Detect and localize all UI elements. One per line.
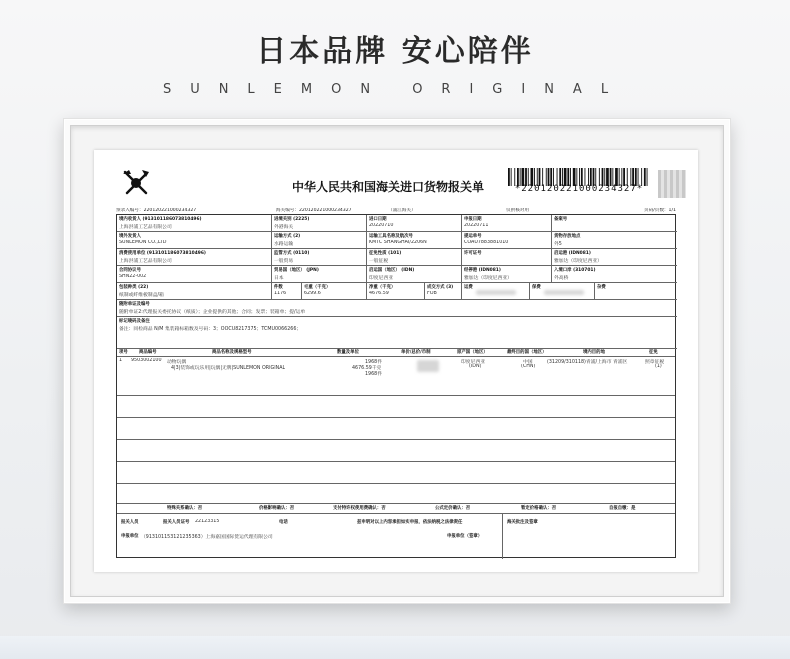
cell-domestic-consignee: 境内收货人 (913101186073810496) 上海洪浦工艺品有限公司 [117,215,272,232]
cell-transport-mode: 运输方式 (2) 水路运输 [272,232,367,249]
cell-contract-no: 合同协议号 SHN22-002 [117,266,272,283]
cell-net-weight: 净重（千克） 4676.59 [367,283,425,300]
cell-misc-fee: 杂费 [595,283,677,300]
cell-marks-remarks: 标记唛码及备注 备注：同检商品 N/M 集装箱标箱数及号码：3；OOCU8217375；TCMU0066266； [117,317,677,349]
cell-storage-location: 货物存放地点 外5 [552,232,677,249]
customs-port: （浦江海关） [388,208,416,213]
cell-bill-of-lading: 提运单号 COAU7883881010 [462,232,552,249]
cell-overseas-consignor: 境外发货人 SUNLEMON CO.,LTD [117,232,272,249]
customs-declaration-document [94,150,698,572]
cell-consumer-unit: 消费使用单位 (913101186073810496) 上海洪浦工艺品有限公司 [117,249,272,266]
cell-attached-docs: 随附单证及编号 随附单证2:代理报关委托协议（纸质）；企业提供的其他；合同；发票；装箱单；提/运单 [117,300,677,317]
cell-transit-port: 经停港 (IDN081) 雅加达（印度尼西亚） [462,266,552,283]
document-title: 中华人民共和国海关进口货物报关单 [292,180,485,194]
customs-emblem-icon [120,168,152,198]
cell-origin-country: 启运国（地区） (IDN) 印度尼西亚 [367,266,462,283]
cell-departure-port: 启运港 (IDN081) 雅加达（印度尼西亚） [552,249,677,266]
cell-entry-point: 入境口岸 (310701) 外高桥 [552,266,677,283]
cell-deal-mode: 成交方式 (3) FOB [425,283,462,300]
cell-supervision-mode: 监管方式 (0110) 一般贸易 [272,249,367,266]
banner-headline: 日本品牌 安心陪伴 [256,34,534,69]
cell-declare-date: 申报日期 20220711 [462,215,552,232]
cell-import-date: 进口日期 20220710 [367,215,462,232]
verification-note: 仅供核对用 [506,208,529,213]
preentry-number: 预录入编号：220120221000234327 [116,208,197,213]
cell-license-no: 许可证号 [462,249,552,266]
barcode-number: *220120221000234327* [514,184,644,194]
cell-trade-country: 贸易国（地区） (JPN) 日本 [272,266,367,283]
floor-strip [0,636,790,659]
cell-insurance: 保费 [530,283,595,300]
customs-number: 海关编号：220120221000234327 [276,208,352,213]
cell-freight: 运费 [462,283,530,300]
cell-vessel-voyage: 运输工具名称及航次号 KMTC SHANGHAI/2206N [367,232,462,249]
cell-package-count: 件数 1176 [272,283,302,300]
cell-gross-weight: 毛重（千克） 6299.6 [302,283,367,300]
declaration-grid [116,214,676,558]
page-number: 页码/页数：1/1 [644,208,676,213]
cell-record-no: 备案号 [552,215,677,232]
customs-seal-label: 海关批注及签章 [507,520,538,525]
table-row: 1 9503002100 动物玩偶 4|3|装饰或玩乐用|玩偶|无牌|SUNLEMON ORIGINAL 1968件 4676.59千克 1968件 印度尼西亚 (IDN) 中国 (CHN) (31209/310118)青浦/上海市 青浦区 照章征税 (1) [119,358,665,377]
declarer-section: 报关人员 报关人员证号 22123315 电话 兹申明对以上内容承担如实申报、依法纳税之法律责任 申报单位 （913101153121235363）上海嘉国国际货运代理有限公司 申报单位（签章） [117,513,503,559]
cell-package-type: 包装种类 (22) 纸制或纤维板制盒/箱 [117,283,272,300]
banner-tagline: SUNLEMON ORIGINAL [162,82,628,97]
cell-entry-port: 进境关别 (2225) 外港海关 [272,215,367,232]
qr-code-blurred [658,170,686,198]
items-header: 项号 商品编号 商品名称及规格型号 数量及单位 单价/总价/币制 原产国（地区） 最终目的国（地区） 境内目的地 征免 [119,350,658,355]
cell-tax-nature: 征免性质 (101) 一般征税 [367,249,462,266]
confirmation-row: 特殊关系确认：否 价格影响确认：否 支付特许权使用费确认：否 公式定价确认：否 暂定价格确认：否 自报自缴：是 [167,506,636,511]
